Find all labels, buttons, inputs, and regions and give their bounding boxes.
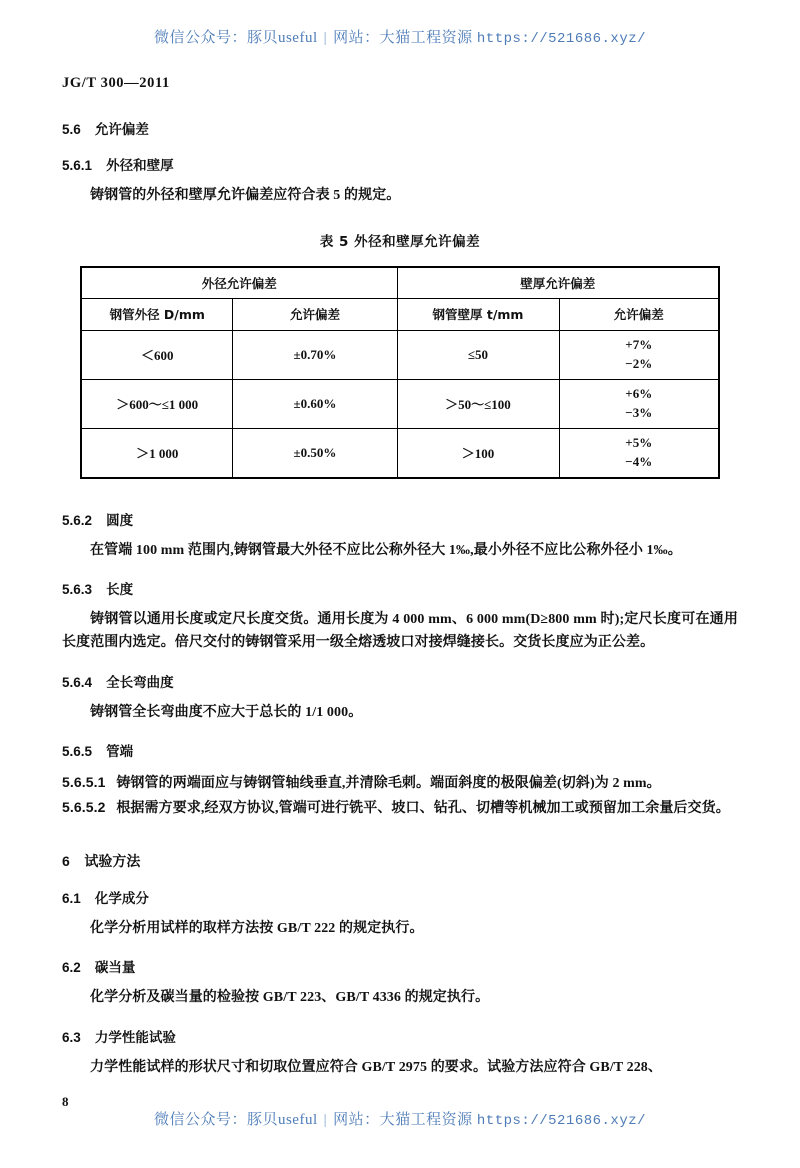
paragraph-6-2: 化学分析及碳当量的检验按 GB/T 223、GB/T 4336 的规定执行。 <box>90 990 490 1006</box>
table-group-header-od: 外径允许偏差 <box>81 267 397 299</box>
watermark-separator: | <box>323 30 328 46</box>
watermark-bottom-separator: | <box>323 1112 328 1128</box>
heading-5-6-3 <box>62 578 738 598</box>
cell-wt-tol-1 <box>559 330 719 379</box>
heading-6 <box>62 851 738 871</box>
cell-wt-range-1: ≤50 <box>397 330 559 379</box>
watermark-url: https://521686.xyz/ <box>476 31 647 47</box>
heading-5-6-5-title: 管端 <box>106 744 134 761</box>
cell-wt-tol-2 <box>559 379 719 428</box>
heading-6-1-number: 6.1 <box>62 890 81 906</box>
heading-5-6-4 <box>62 671 738 691</box>
table-row-group-header <box>81 267 719 299</box>
cell-od-range-3: ＞1 000 <box>81 428 233 478</box>
cell-wt-tol-1-upper: +7% <box>625 336 653 352</box>
cell-od-tol-1: ±0.70% <box>233 330 397 379</box>
heading-6-1 <box>62 887 738 907</box>
heading-5-6-4-number: 5.6.4 <box>62 674 93 690</box>
table-col-header-wt-tol: 允许偏差 <box>559 298 719 330</box>
table-row <box>81 330 719 379</box>
heading-6-number: 6 <box>62 852 70 869</box>
paragraph-5-6-4: 铸钢管全长弯曲度不应大于总长的 1/1 000。 <box>90 704 363 720</box>
table-row <box>81 379 719 428</box>
document-content <box>62 118 738 1080</box>
heading-5-6-5 <box>62 740 738 760</box>
heading-5-6-5-number: 5.6.5 <box>62 744 93 760</box>
cell-wt-tol-3-lower: −4% <box>625 453 653 469</box>
paragraph-6-1: 化学分析用试样的取样方法按 GB/T 222 的规定执行。 <box>90 920 424 936</box>
cell-wt-range-2: ＞50～≤100 <box>397 379 559 428</box>
cell-wt-tol-3-upper: +5% <box>625 434 653 450</box>
page-number: 8 <box>62 1094 69 1109</box>
cell-wt-range-3: ＞100 <box>397 428 559 478</box>
cell-wt-tol-3 <box>559 428 719 478</box>
paragraph-5-6-5-2-number: 5.6.5.2 <box>62 799 106 816</box>
heading-6-title: 试验方法 <box>84 853 141 870</box>
table-row-column-header <box>81 298 719 330</box>
paragraph-6-3: 力学性能试样的形状尺寸和切取位置应符合 GB/T 2975 的要求。试验方法应符合 GB/T 228、 <box>90 1060 663 1076</box>
paragraph-5-6-5-2-text: 根据需方要求,经双方协议,管端可进行铣平、坡口、钻孔、切槽等机械加工或预留加工余量后交货。 <box>116 801 730 817</box>
heading-5-6-3-title: 长度 <box>106 582 134 599</box>
table-col-header-od-tol: 允许偏差 <box>233 298 397 330</box>
cell-od-range-2: ＞600～≤1 000 <box>81 379 233 428</box>
watermark-wechat-label: 微信公众号：豚贝useful <box>153 30 318 46</box>
watermark-bottom-url: https://521686.xyz/ <box>476 1113 647 1129</box>
paragraph-5-6-5-2 <box>62 796 738 821</box>
table-col-header-od-range: 钢管外径 D/mm <box>81 298 233 330</box>
watermark-top <box>0 26 800 47</box>
heading-5-6-4-title: 全长弯曲度 <box>106 674 174 691</box>
heading-6-3 <box>62 1026 738 1046</box>
heading-5-6-title: 允许偏差 <box>94 122 149 138</box>
heading-5-6 <box>62 118 738 138</box>
heading-6-1-title: 化学成分 <box>94 890 149 907</box>
cell-wt-tol-1-lower: −2% <box>625 355 653 371</box>
heading-5-6-number: 5.6 <box>62 122 81 137</box>
cell-wt-tol-2-lower: −3% <box>625 404 653 420</box>
paragraph-5-6-5-1-text: 铸钢管的两端面应与铸钢管轴线垂直,并清除毛刺。端面斜度的极限偏差(切斜)为 2 mm。 <box>116 776 661 792</box>
watermark-bottom-site-label: 网站：大猫工程资源 <box>333 1112 473 1128</box>
heading-5-6-3-number: 5.6.3 <box>62 582 93 598</box>
heading-6-2-title: 碳当量 <box>94 960 136 977</box>
cell-wt-tol-2-upper: +6% <box>625 385 653 401</box>
table-5 <box>80 266 720 479</box>
watermark-bottom <box>0 1108 800 1129</box>
table-row <box>81 428 719 478</box>
cell-od-tol-2: ±0.60% <box>233 379 397 428</box>
table-col-header-wt-range: 钢管壁厚 t/mm <box>397 298 559 330</box>
heading-6-2 <box>62 956 738 976</box>
paragraph-5-6-1: 铸钢管的外径和壁厚允许偏差应符合表 5 的规定。 <box>90 188 401 203</box>
heading-5-6-2-number: 5.6.2 <box>62 512 93 528</box>
cell-od-range-1: ＜600 <box>81 330 233 379</box>
heading-6-3-number: 6.3 <box>62 1030 81 1046</box>
table-group-header-wt: 壁厚允许偏差 <box>397 267 719 299</box>
watermark-bottom-wechat-label: 微信公众号：豚贝useful <box>153 1112 318 1128</box>
heading-5-6-2 <box>62 509 738 529</box>
paragraph-5-6-5-1 <box>62 771 738 796</box>
paragraph-5-6-2: 在管端 100 mm 范围内,铸钢管最大外径不应比公称外径大 1‰,最小外径不应比公称外径小 1‰。 <box>90 542 682 558</box>
heading-6-2-number: 6.2 <box>62 960 81 976</box>
heading-5-6-1 <box>62 154 738 174</box>
watermark-site-label: 网站：大猫工程资源 <box>333 30 473 46</box>
cell-od-tol-3: ±0.50% <box>233 428 397 478</box>
paragraph-5-6-3: 铸钢管以通用长度或定尺长度交货。通用长度为 4 000 mm、6 000 mm(D≥800 mm 时);定尺长度可在通用长度范围内选定。倍尺交付的铸钢管采用一级全熔透坡口对接焊缝接长。交货长度应为正公差。 <box>62 612 738 651</box>
standard-code: JG/T 300—2011 <box>62 75 170 91</box>
table-5-caption: 表 5 外径和壁厚允许偏差 <box>319 233 481 250</box>
heading-5-6-1-title: 外径和壁厚 <box>106 158 174 174</box>
heading-6-3-title: 力学性能试验 <box>94 1030 176 1047</box>
heading-5-6-2-title: 圆度 <box>106 512 134 529</box>
paragraph-5-6-5-1-number: 5.6.5.1 <box>62 774 106 791</box>
heading-5-6-1-number: 5.6.1 <box>62 158 93 173</box>
